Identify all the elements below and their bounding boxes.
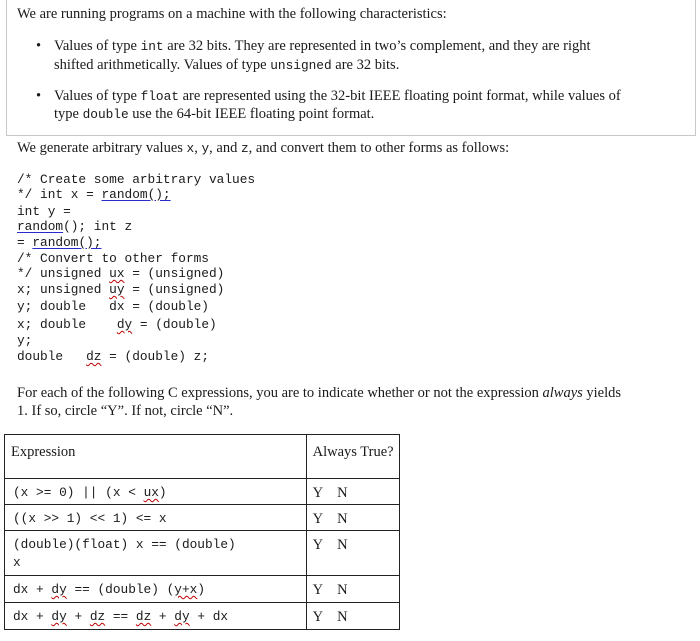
header-expression: Expression bbox=[5, 435, 307, 479]
expression-cell: (double)(float) x == (double) x bbox=[5, 531, 307, 576]
instructions-line-1: For each of the following C expressions, you are to indicate whether or not the expression always yields bbox=[17, 385, 622, 401]
circle-y-option[interactable]: Y bbox=[312, 511, 324, 527]
answer-cell bbox=[306, 505, 399, 531]
circle-n-option[interactable]: N bbox=[337, 537, 348, 553]
circle-y-option[interactable]: Y bbox=[312, 537, 324, 553]
code-line: /* Create some arbitrary values bbox=[17, 172, 256, 187]
table-row bbox=[5, 479, 400, 505]
table-row bbox=[5, 531, 400, 576]
circle-n-option[interactable]: N bbox=[337, 511, 348, 527]
code-line: x; unsigned uy = (unsigned) bbox=[17, 282, 225, 297]
expression-cell: ((x >> 1) << 1) <= x bbox=[5, 505, 307, 531]
circle-y-option[interactable]: Y bbox=[312, 582, 324, 598]
circle-y-option[interactable]: Y bbox=[312, 609, 324, 625]
bullet-dot: • bbox=[36, 38, 42, 54]
code-line: */ int x = random(); bbox=[17, 187, 171, 202]
answer-cell bbox=[306, 531, 399, 576]
code-line: = random(); bbox=[17, 235, 102, 250]
table-row bbox=[5, 603, 400, 630]
table-row bbox=[5, 505, 400, 531]
code-line: random(); int z bbox=[17, 219, 133, 234]
circle-n-option[interactable]: N bbox=[337, 582, 348, 598]
code-line: x; double dy = (double) bbox=[17, 317, 217, 332]
expression-cell: (x >= 0) || (x < ux) bbox=[5, 479, 307, 505]
code-line: int y = bbox=[17, 204, 71, 219]
answer-cell bbox=[306, 576, 399, 603]
header-always-true: Always True? bbox=[306, 435, 399, 479]
instructions-line-2: 1. If so, circle “Y”. If not, circle “N”. bbox=[17, 403, 234, 419]
circle-n-option[interactable]: N bbox=[337, 609, 348, 625]
expression-table bbox=[4, 434, 400, 630]
code-line: /* Convert to other forms bbox=[17, 251, 209, 266]
code-line: y; double dx = (double) bbox=[17, 299, 209, 314]
bullet-1-line-2: shifted arithmetically. Values of type unsigned are 32 bits. bbox=[54, 57, 400, 73]
table-header-row bbox=[5, 435, 400, 479]
answer-cell bbox=[306, 603, 399, 630]
code-line: */ unsigned ux = (unsigned) bbox=[17, 266, 225, 281]
table-row bbox=[5, 576, 400, 603]
bullet-1-line-1: Values of type int are 32 bits. They are represented in two’s complement, and they are right bbox=[54, 38, 591, 54]
bullet-2-line-2: type double use the 64-bit IEEE floating point format. bbox=[54, 106, 375, 122]
intro-text: We are running programs on a machine with the following characteristics: bbox=[17, 6, 447, 22]
bullet-2-line-1: Values of type float are represented using the 32-bit IEEE floating point format, while values of bbox=[54, 88, 621, 104]
expression-cell: dx + dy == (double) (y+x) bbox=[5, 576, 307, 603]
expression-cell: dx + dy + dz == dz + dy + dx bbox=[5, 603, 307, 630]
bullet-dot: • bbox=[36, 88, 42, 104]
answer-cell bbox=[306, 479, 399, 505]
generate-text: We generate arbitrary values x, y, and z, and convert them to other forms as follows: bbox=[17, 140, 510, 156]
circle-n-option[interactable]: N bbox=[337, 485, 348, 501]
code-line: y; bbox=[17, 333, 33, 348]
code-line: double dz = (double) z; bbox=[17, 349, 209, 364]
circle-y-option[interactable]: Y bbox=[312, 485, 324, 501]
